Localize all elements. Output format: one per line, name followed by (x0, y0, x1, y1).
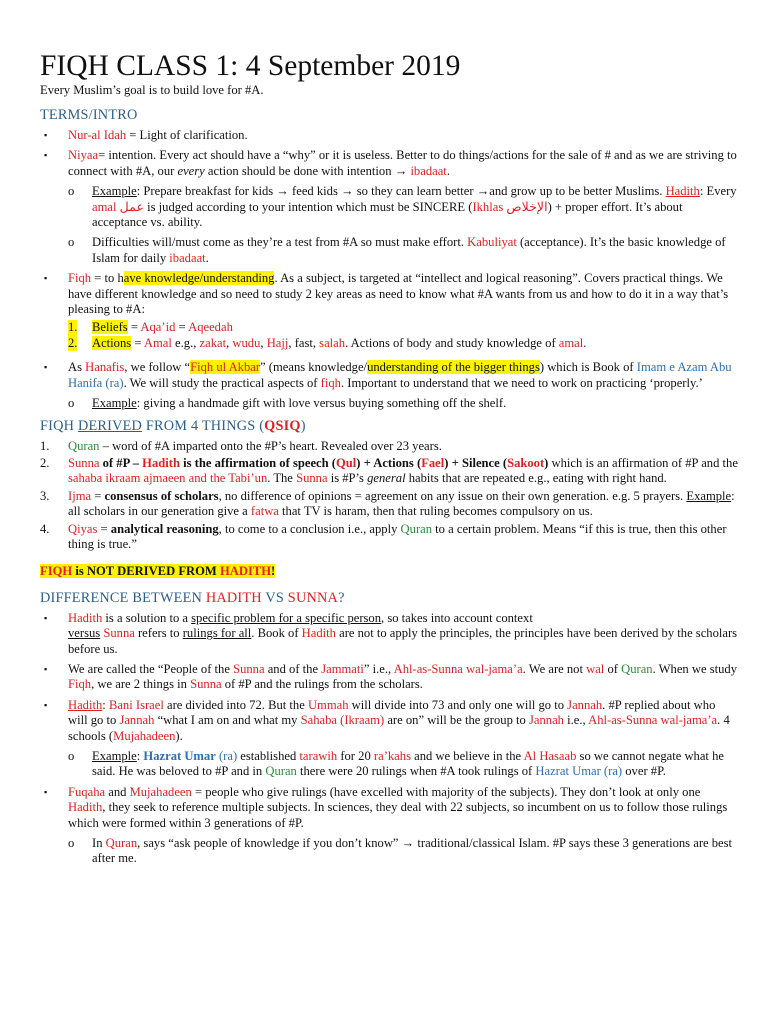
section-heading-difference: DIFFERENCE BETWEEN HADITH VS SUNNA? (40, 589, 345, 606)
numbered-item-actions: 2. Actions = Amal e.g., zakat, wudu, Hajj, fast, salah. Actions of body and study knowledge of amal. (68, 335, 587, 350)
bullet-fiqh: ▪ Fiqh = to have knowledge/understanding. As a subject, is targeted at “intellect and logical reasoning”. Covers practical things. We have different knowledge and so need to study 2 key areas as need to know what #A wants from us and how to do it in a way that’s pleasing to #A: (44, 271, 729, 317)
sub-bullet-difficulties: o Difficulties will/must come as they’re a test from #A so must make effort. Kabuliyat (acceptance). It’s the basic knowledge of Islam for daily ibadaat. (68, 235, 726, 265)
bullet-marker: ▪ (44, 150, 48, 161)
arrow-icon: → (401, 836, 415, 851)
page-title: FIQH CLASS 1: 4 September 2019 (40, 50, 461, 82)
section-heading-terms: TERMS/INTRO (40, 107, 138, 123)
sub-bullet-marker: o (68, 396, 75, 411)
page-subtitle: Every Muslim’s goal is to build love for #A. (40, 83, 264, 97)
bullet-hanafis: ▪ As Hanafis, we follow “Fiqh ul Akbar” (means knowledge/understanding of the bigger things) which is Book of Imam e Azam Abu Hanifa (ra). We will study the practical aspects of fiqh. Important to understand that we need to work on practicing ‘properly.’ (44, 360, 732, 390)
numbered-item-sunna: 2. Sunna of #P – Hadith is the affirmation of speech (Qul) + Actions (Fael) + Silence (Sakoot) which is an affirmation of #P and the sahaba ikraam ajmaeen and the Tabi’un. The Sunna is #P’s general habits that are repeated e.g., eating with right hand. (40, 455, 738, 486)
numbered-item-qiyas: 4. Qiyas = analytical reasoning, to come to a conclusion i.e., apply Quran to a certain problem. Means “if this is true, then this other thing is true.” (40, 521, 727, 551)
bullet-marker: ▪ (44, 699, 48, 710)
arrow-icon: → (394, 163, 408, 178)
sub-bullet-example-gift: o Example: giving a handmade gift with love versus buying something off the shelf. (68, 396, 507, 411)
bullet-niyaa: ▪ Niyaa= intention. Every act should have a “why” or it is useless. Better to do things/actions for the sale of # and as we are striving to connect with #A, our every action should be done with intention → ibadaat. (44, 148, 737, 178)
sub-bullet-marker: o (68, 235, 75, 250)
bullet-people-of-sunna: ▪ We are called the “People of the Sunna and of the Jammati” i.e., Ahl-as-Sunna wal-jama’a. We are not wal of Quran. When we study Fiqh, we are 2 things in Sunna of #P and the rulings from the scholars. (44, 661, 738, 692)
bullet-nur-al-idah: ▪ Nur-al Idah = Light of clarification. (44, 128, 248, 142)
note-fiqh-not-from-hadith: FIQH is NOT DERIVED FROM HADITH! (40, 564, 276, 579)
sub-bullet-example-breakfast: o Example: Prepare breakfast for kids → feed kids → so they can learn better →and grow up to be better Muslims. Hadith: Every amal عمل is judged according to your intention which must be SINCERE (Ikhlas الإخلاص) + proper effort. It’s about acceptance vs. ability. (68, 184, 737, 230)
sub-bullet-example-hazrat-umar: o Example: Hazrat Umar (ra) established tarawih for 20 ra’kahs and we believe in the Al Hasaab so we cannot negate what he said. He was beloved to #P and in Quran there were 20 rulings when #A took rulings of Hazrat Umar (ra) over #P. (68, 749, 724, 779)
bullet-marker: ▪ (44, 786, 48, 797)
bullet-marker: ▪ (44, 663, 48, 674)
bullet-marker: ▪ (44, 362, 48, 373)
sub-bullet-marker: o (68, 836, 75, 851)
bullet-bani-israel: ▪ Hadith: Bani Israel are divided into 72. But the Ummah will divide into 73 and only one will go to Jannah. #P replied about who will go to Jannah “what I am on and what my Sahaba (Ikraam) are on” will be the group to Jannah i.e., Ahl-as-Sunna wal-jama’a. 4 schools (Mujahadeen). (44, 697, 730, 743)
arrow-icon: → (476, 184, 490, 199)
bullet-hadith-vs-sunna: ▪ Hadith is a solution to a specific problem for a specific person, so takes into account context versus Sunna refers to rulings for all. Book of Hadith are not to apply the principles, the principles have been derived by the scholars before us. (44, 610, 738, 656)
numbered-item-beliefs: 1. Beliefs = Aqa’id = Aqeedah (68, 320, 233, 335)
section-heading-derived: FIQH DERIVED FROM 4 THINGS (QSIQ) (40, 417, 306, 434)
bullet-marker: ▪ (44, 130, 48, 140)
bullet-marker: ▪ (44, 273, 48, 284)
arrow-icon: → (341, 184, 354, 199)
numbered-item-quran: 1. Quran – word of #A imparted onto the #P’s heart. Revealed over 23 years. (40, 438, 442, 453)
bullet-fuqaha: ▪ Fuqaha and Mujahadeen = people who give rulings (have excelled with majority of the subjects). They don’t look at only one Hadith, they seek to reference multiple subjects. In sciences, they deal with 22 subjects, so incumbent on us to follow those rulings which were formed within 3 generations of #P. (44, 784, 728, 830)
bullet-marker: ▪ (44, 612, 48, 623)
numbered-item-ijma: 3. Ijma = consensus of scholars, no difference of opinions = agreement on any issue on their own generation. e.g. 5 prayers. Example: all scholars in our generation give a fatwa that TV is haram, then that ruling becomes compulsory on us. (40, 488, 735, 519)
arrow-icon: → (276, 184, 289, 199)
sub-bullet-marker: o (68, 749, 75, 763)
sub-bullet-in-quran: o In Quran, says “ask people of knowledge if you don’t know” → traditional/classical Islam. #P says these 3 generations are best after me. (68, 836, 733, 866)
sub-bullet-marker: o (68, 184, 75, 199)
